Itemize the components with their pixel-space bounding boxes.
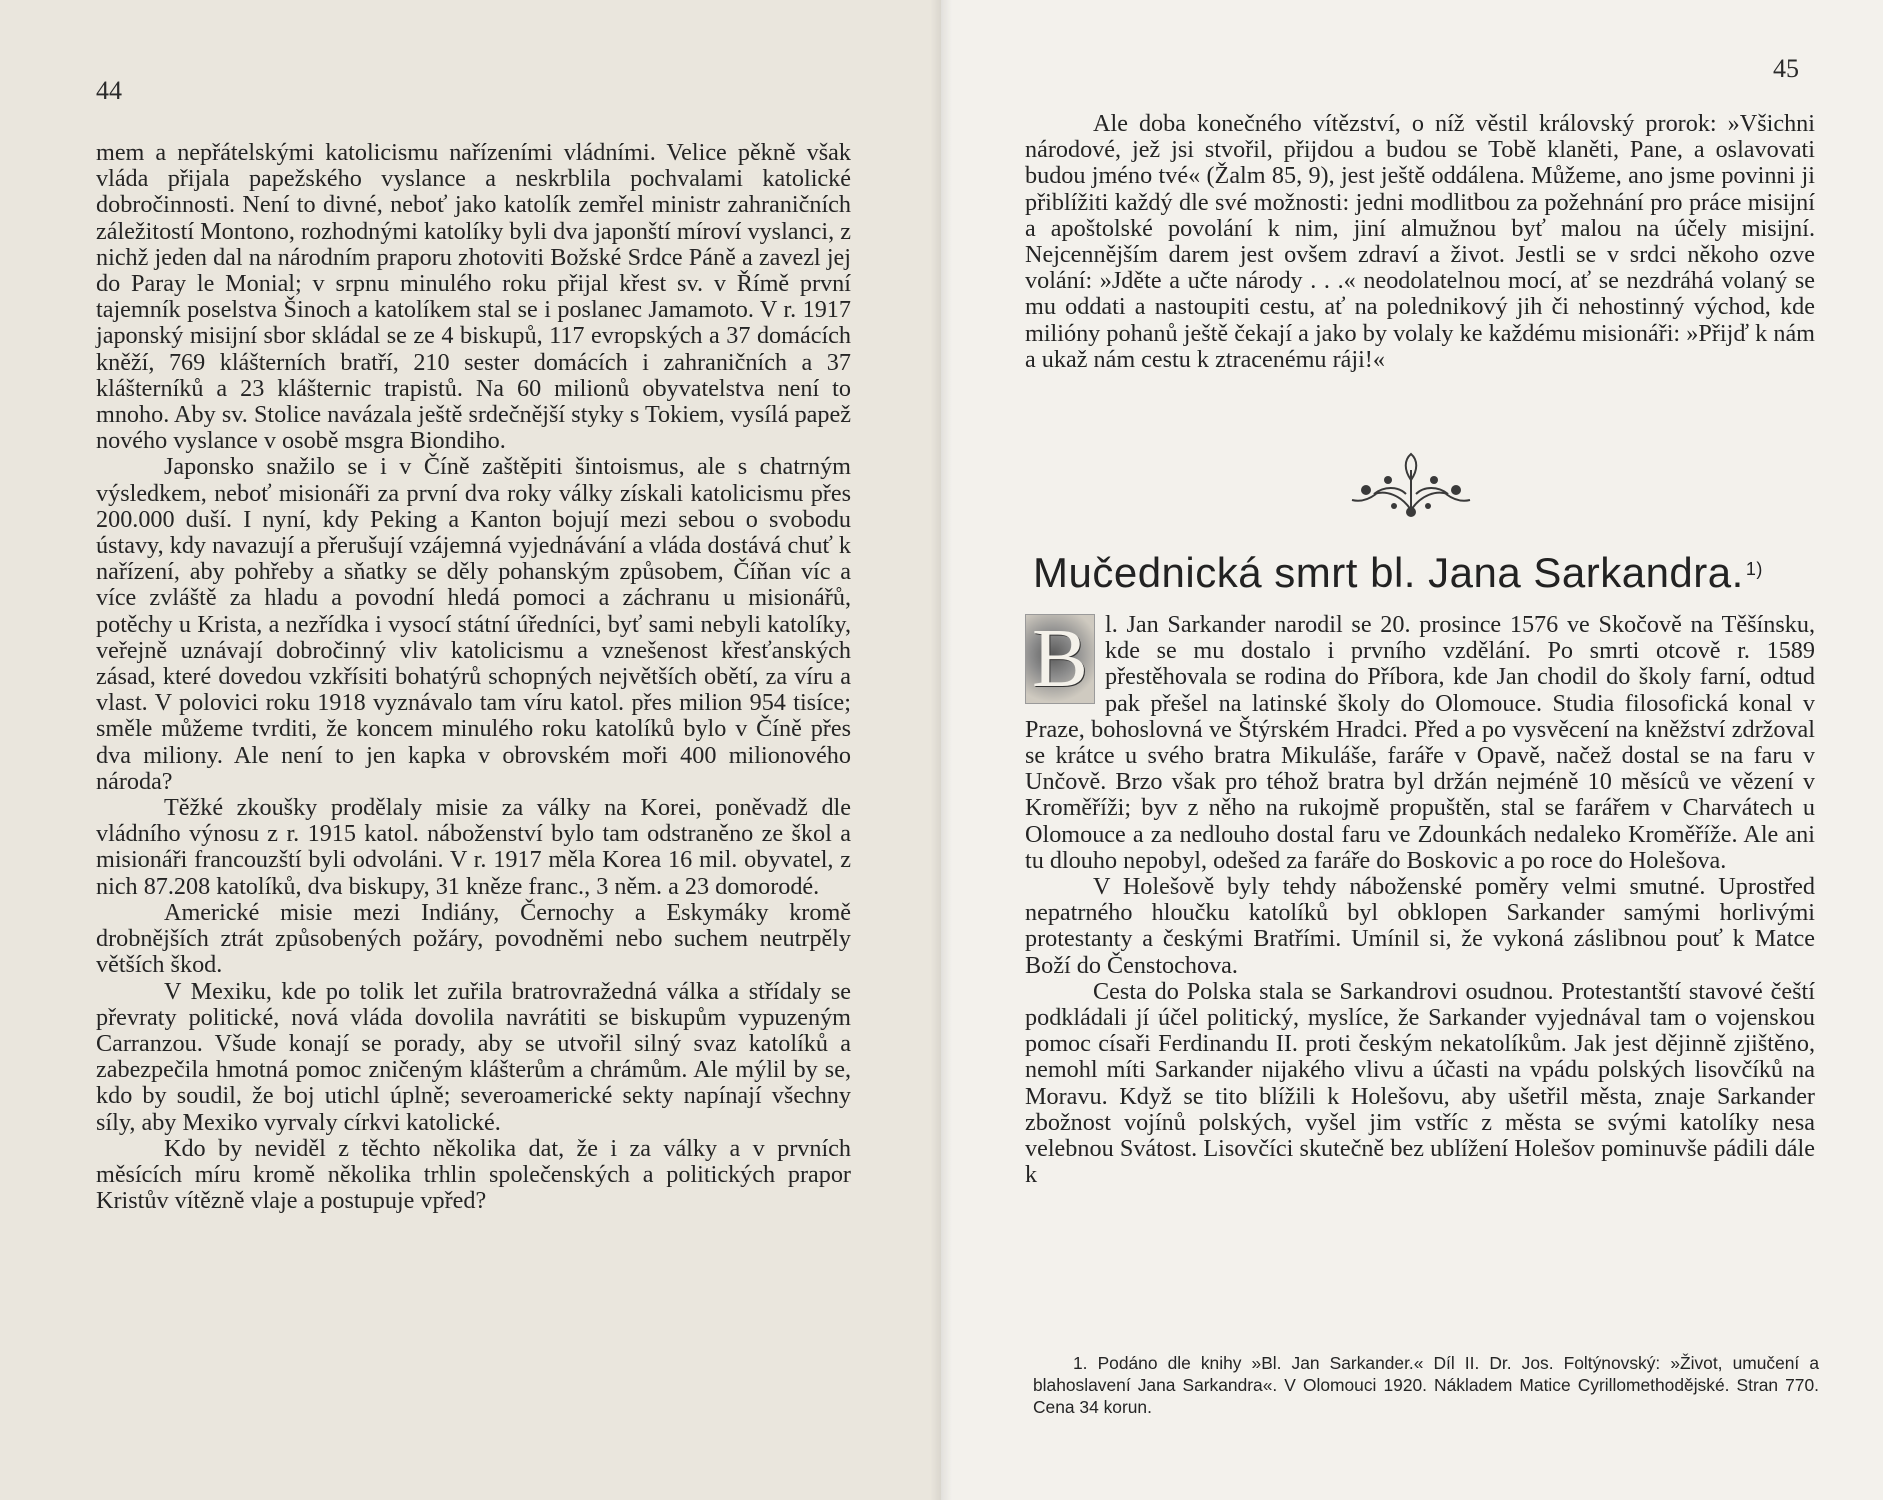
paragraph: Cesta do Polska stala se Sarkandrovi osudnou. Protestantští stavové čeští podkládali jí účel politický, myslíce, že Sarkander vyjednával tam o vojenskou pomoc císaři Ferdinandu II. proti českým nekatolíkům. Jak jest dějinně zjištěno, nemohl míti Sarkander nijakého vlivu a účasti na vpádu polských lisovčíků na Moravu. Když se tito blížili k Holešovu, aby ušetřil města, znaje Sarkander zbožnost vojínů polských, vyšel jim vstříc z města se svými katolíky nesa velebnou Svátost. Lisovčíci skutečně bez ublížení Holešov pominuvše pádili dále k: [1025, 977, 1815, 1189]
page-number-right: 45: [1773, 54, 1799, 83]
footnote: [1033, 1352, 1819, 1418]
paragraph: V Holešově byly tehdy náboženské poměry velmi smutné. Uprostřed nepatrného hloučku katolíků byl obklopen Sarkander samými horlivými protestanty a českými Bratřími. Umínil si, že vykoná záslibnou pouť k Matce Boží do Čenstochova.: [1025, 873, 1815, 979]
book-gutter: [930, 0, 952, 1500]
paragraph: Japonsko snažilo se i v Číně zaštěpiti šintoismus, ale s chatrným výsledkem, neboť misionáři za první dva roky války získali katolicismu přes 200.000 duší. I nyní, kdy Peking a Kanton bojují mezi sebou o svobodu ústavy, kdy navazují a přerušují vzájemná vyjednávání a vláda dostává chuť k nařízení, aby pohřeby a sňatky se děly pohanským způsobem, Číňan víc a více zvláště za hladu a povodní hledá pomoci a záchranu u misionářů, potěchy u Krista, a nezřídka i vysocí státní úředníci, byť sami nebyli katolíky, veřejně uznávají dobročinný vliv katolicismu a vznešenost křesťanských zásad, které dovedou vzkřísiti bohatýrů schopných největších obětí, za víru a vlast. V polovici roku 1918 vyznávalo tam víru katol. přes milion 954 tisíce; směle můžeme tvrditi, že koncem minulého roku katolíků bylo v Číně přes dva miliony. Ale není to jen kapka v obrovském moři 400 milionového národa?: [96, 453, 851, 795]
paragraph: mem a nepřátelskými katolicismu nařízeními vládními. Velice pěkně však vláda přijala papežského vyslance a neskrblila pochvalami katolické dobročinnosti. Není to divné, neboť jako katolík zemřel ministr zahraničních záležitostí Montono, rozhodnými katolíky byli dva japonští míroví vyslanci, z nichž jeden dal na národním praporu zhotoviti Božské Srdce Páně a zavezl jej do Paray le Monial; v srpnu minulého roku přijal křest sv. v Římě první tajemník poselstva Šinoch a katolíkem stal se i poslanec Jamamoto. V r. 1917 japonský misijní sbor skládal se ze 4 biskupů, 117 evropských a 37 domácích kněží, 769 klášterních bratří, 210 sester domácích i zahraničních a 37 klášterníků a 23 klášternic trapistů. Na 60 milionů obyvatelstva není to mnoho. Aby sv. Stolice navázala ještě srdečnější styky s Tokiem, vysílá papež nového vyslance v osobě msgra Biondiho.: [96, 139, 851, 455]
drop-cap-initial: B: [1025, 614, 1095, 704]
paragraph: Ale doba konečného vítězství, o níž věstil královský prorok: »Všichni národové, jež jsi stvořil, přijdou a budou se Tobě klaněti, Pane, a oslavovati budou jméno tvé« (Žalm 85, 9), jest ještě oddálena. Můžeme, ano jsme povinni ji přiblížiti každý dle své možnosti: jedni modlitbou za požehnání pro práce misijní a apoštolské povolání k nim, jiní almužnou byť malou na účely misijní. Nejcennějším darem jest ovšem zdraví a život. Jestli se v srdci někoho ozve volání: »Jděte a učte národy . . .« neodolatelnou mocí, ať se nezdráhá volaný se mu oddati a nastoupiti cestu, ať na polednikový jih či nehostinný východ, kde milióny pohanů ještě čekají a jako by volaly ke každému misionáři: »Přijď k nám a ukaž nám cestu k ztracenému ráji!«: [1025, 110, 1815, 373]
chapter-text: [1025, 612, 1815, 1188]
paragraph: Kdo by neviděl z těchto několika dat, že i za války a v prvních měsících míru kromě několika trhlin společenských a politických prapor Kristův vítězně vlaje a postupuje vpřed?: [96, 1134, 851, 1215]
left-page-text: [96, 140, 851, 1214]
page-number-left: 44: [96, 76, 122, 105]
chapter-title: Mučednická smrt bl. Jana Sarkandra.: [1033, 549, 1744, 596]
paragraph: V Mexiku, kde po tolik let zuřila bratrovražedná válka a střídaly se převraty politické, nová vláda dovolila navrátiti se biskupům vypuzeným Carranzou. Všude konají se porady, aby se utvořil silný svaz katolíků a zabezpečila hmotná pomoc zničeným klášterům a chrámům. Ale mýlil by se, kdo by soudil, že boj utichl úplně; severoamerické sekty napínají všechny síly, aby Mexiko vyrvaly církvi katolické.: [96, 977, 851, 1136]
intro-text: [1025, 111, 1815, 373]
chapter-heading: [1033, 546, 1853, 600]
paragraph: Americké misie mezi Indiány, Černochy a Eskymáky kromě drobnějších ztrát způsobených požáry, povodněmi nebo suchem neutrpěly větších škod.: [96, 898, 851, 979]
paragraph: Těžké zkoušky prodělaly misie za války na Korei, poněvadž dle vládního výnosu z r. 1915 katol. náboženství bylo tam odstraněno ze škol a misionáři francouzští byli odvoláni. V r. 1917 měla Korea 16 mil. obyvatel, z nich 87.208 katolíků, dva biskupy, 31 kněze franc., 3 něm. a 23 domorodé.: [96, 794, 851, 900]
footnote-marker: 1): [1745, 559, 1763, 579]
footnote-text: 1. Podáno dle knihy »Bl. Jan Sarkander.« Díl II. Dr. Jos. Foltýnovský: »Život, umučení a blahoslavení Jana Sarkandra«. V Olomouci 1920. Nákladem Matice Cyrillomethodějské. Stran 770. Cena 34 korun.: [1033, 1353, 1819, 1417]
left-page: [0, 0, 941, 1500]
floral-ornament-icon: [1346, 450, 1476, 522]
paragraph: l. Jan Sarkander narodil se 20. prosince 1576 ve Skočově na Těšínsku, kde se mu dostalo i prvního vzdělání. Po smrti otcově r. 1589 přestěhovala se rodina do Příbora, kde Jan chodil do školy farní, odtud pak přešel na latinské školy do Olomouce. Studia filosofická konal v Praze, bohoslovná ve Štýrském Hradci. Před a po vysvěcení na kněžství zdržoval se krátce u svého bratra Mikuláše, faráře v Opavě, načež dostal se na faru v Unčově. Brzo však pro téhož bratra byl držán nejméně 10 měsíců ve vězení v Kroměříži; byv z něho na rukojmě propuštěn, stal se farářem v Charvátech u Olomouce a za nedlouho dostal faru ve Zdounkách nedaleko Kroměříže. Ale ani tu dlouho nepobyl, odešed za faráře do Boskovic a po roce do Holešova.: [1025, 611, 1815, 874]
